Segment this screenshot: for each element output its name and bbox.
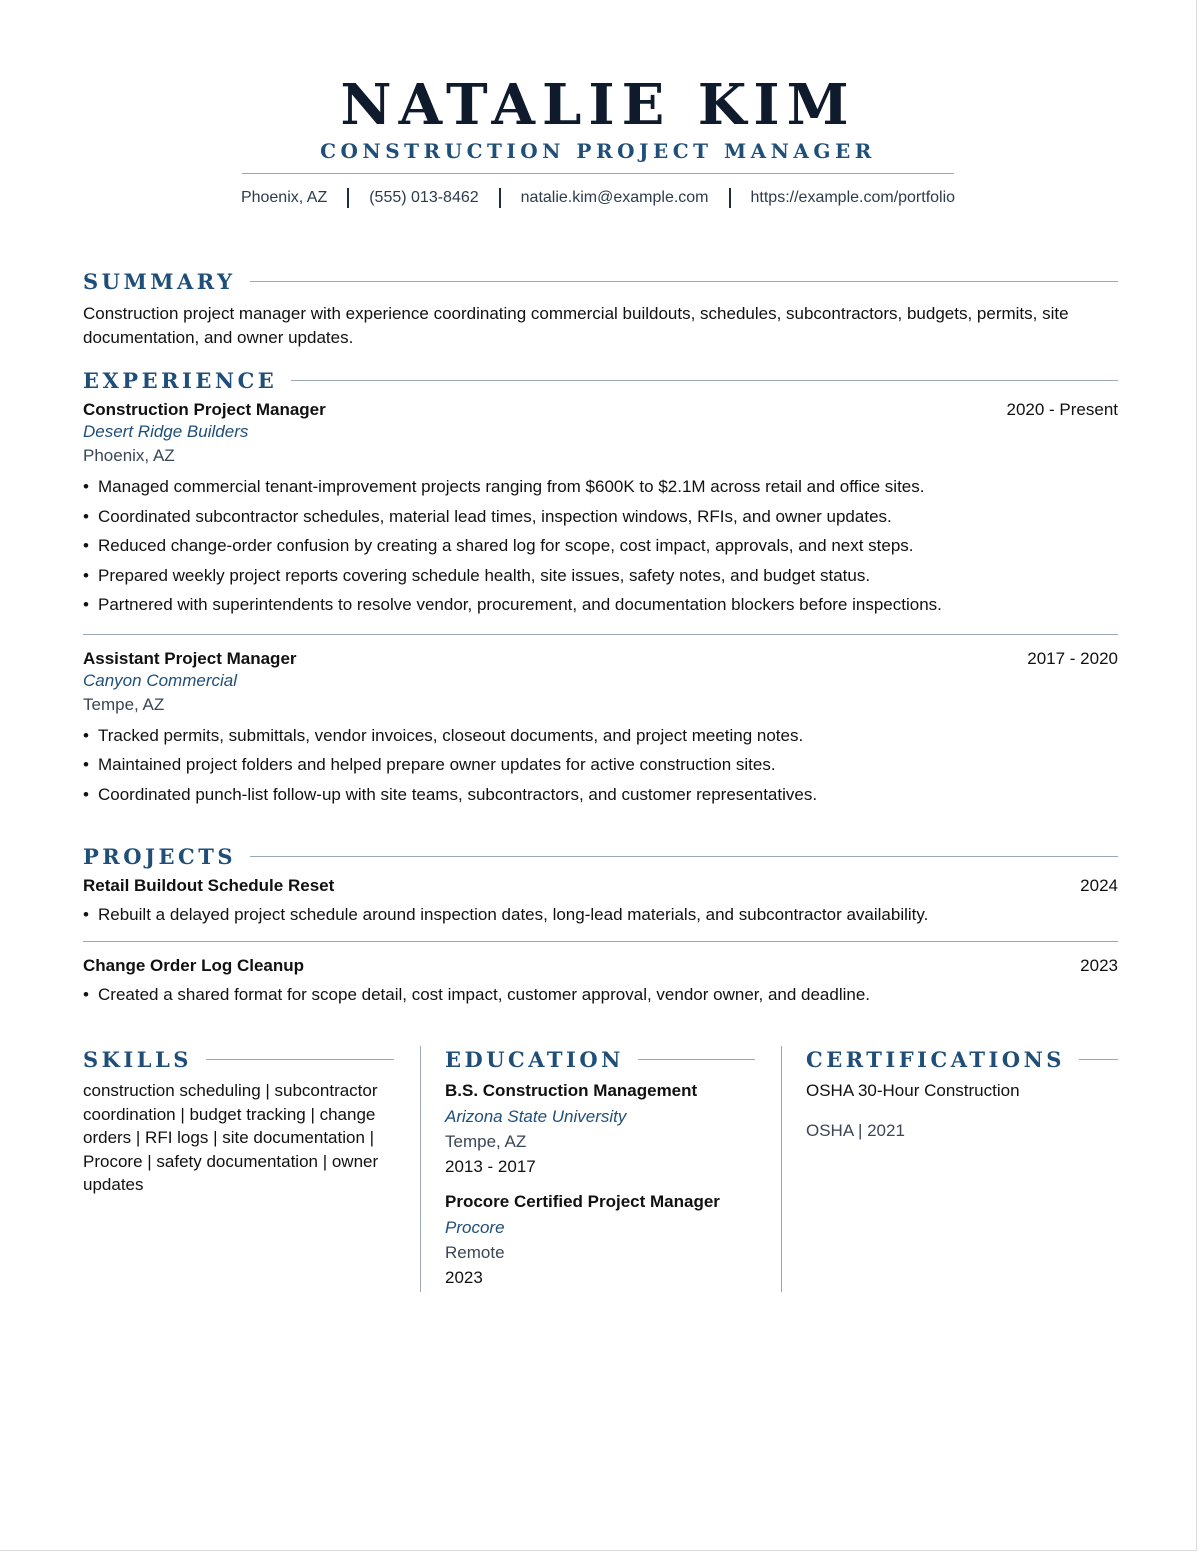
bullet-item: • Tracked permits, submittals, vendor invoices, closeout documents, and project meeting notes. xyxy=(83,721,1118,751)
bullet-item: • Coordinated punch-list follow-up with site teams, subcontractors, and customer representatives. xyxy=(83,780,1118,810)
contact-separator xyxy=(729,188,731,208)
section-rule xyxy=(250,281,1118,282)
job-title: Construction Project Manager xyxy=(83,400,326,419)
bullet-item: • Maintained project folders and helped prepare owner updates for active construction sites. xyxy=(83,750,1118,780)
education-entry xyxy=(445,1189,755,1291)
education-school: Procore xyxy=(445,1218,505,1237)
job-location: Phoenix, AZ xyxy=(83,446,175,465)
project-header xyxy=(83,956,1118,976)
contact-location: Phoenix, AZ xyxy=(240,189,328,206)
entry-divider xyxy=(83,634,1118,635)
job-entry xyxy=(83,649,1118,810)
summary-section xyxy=(83,268,1118,350)
resume-header xyxy=(0,0,1196,208)
section-title: SUMMARY xyxy=(83,268,236,294)
project-year: 2024 xyxy=(1080,876,1118,895)
projects-heading xyxy=(83,843,1118,869)
project-title: Retail Buildout Schedule Reset xyxy=(83,876,335,895)
summary-heading xyxy=(83,268,1118,294)
experience-section xyxy=(83,367,1118,809)
bullet-item: • Rebuilt a delayed project schedule around inspection dates, long-lead materials, and subcontractor availability. xyxy=(83,900,1118,930)
project-bullets xyxy=(83,900,1118,930)
job-company: Desert Ridge Builders xyxy=(83,422,249,441)
education-location: Remote xyxy=(445,1243,505,1262)
bullet-item: • Reduced change-order confusion by creating a shared log for scope, cost impact, approvals, and next steps. xyxy=(83,531,1118,561)
job-dates: 2020 - Present xyxy=(1006,400,1118,419)
education-location: Tempe, AZ xyxy=(445,1132,527,1151)
job-dates: 2017 - 2020 xyxy=(1027,648,1118,668)
bullet-item: • Created a shared format for scope detail, cost impact, customer approval, vendor owner, and deadline. xyxy=(83,980,1118,1010)
experience-heading xyxy=(83,367,1118,393)
certification-name: OSHA 30-Hour Construction xyxy=(806,1081,1020,1100)
education-years: 2023 xyxy=(445,1268,483,1287)
section-title: CERTIFICATIONS xyxy=(806,1046,1065,1072)
skills-heading xyxy=(83,1046,394,1072)
job-bullets xyxy=(83,721,1118,810)
summary-text: Construction project manager with experience coordinating commercial buildouts, schedules, subcontractors, budgets, permits, site documentation, and owner updates. xyxy=(83,304,1069,347)
contact-separator xyxy=(347,188,349,208)
education-entry xyxy=(445,1078,755,1180)
section-title: EXPERIENCE xyxy=(83,367,278,393)
education-degree: Procore Certified Project Manager xyxy=(445,1192,720,1211)
contact-line xyxy=(0,188,1196,208)
section-rule xyxy=(291,380,1118,381)
job-location: Tempe, AZ xyxy=(83,694,165,714)
project-bullets xyxy=(83,980,1118,1010)
job-company: Canyon Commercial xyxy=(83,670,237,690)
header-divider xyxy=(242,173,954,174)
certifications-section xyxy=(782,1046,1118,1292)
job-header xyxy=(83,649,1118,669)
education-degree: B.S. Construction Management xyxy=(445,1081,698,1100)
skills-list: construction scheduling | subcontractor coordination | budget tracking | change orders | RFI logs | site documentation | Procore | safety documentation | owner updates xyxy=(83,1081,379,1194)
certification-issuer-year: OSHA | 2021 xyxy=(806,1121,905,1140)
job-header xyxy=(83,400,1118,420)
section-title: PROJECTS xyxy=(83,843,236,869)
bullet-item: • Prepared weekly project reports covering schedule health, site issues, safety notes, and budget status. xyxy=(83,561,1118,591)
education-school: Arizona State University xyxy=(445,1107,627,1126)
project-title: Change Order Log Cleanup xyxy=(83,955,305,975)
education-years: 2013 - 2017 xyxy=(445,1157,536,1176)
project-header xyxy=(83,876,1118,896)
project-year: 2023 xyxy=(1080,955,1118,975)
project-entry xyxy=(83,956,1118,1010)
contact-phone: (555) 013-8462 xyxy=(369,189,479,206)
skills-section xyxy=(83,1046,420,1292)
bullet-item: • Coordinated subcontractor schedules, material lead times, inspection windows, RFIs, and owner updates. xyxy=(83,502,1118,532)
candidate-role: CONSTRUCTION PROJECT MANAGER xyxy=(320,139,876,163)
bottom-columns xyxy=(83,1046,1118,1292)
education-section xyxy=(420,1046,782,1292)
section-rule xyxy=(1079,1059,1118,1060)
certifications-heading xyxy=(806,1046,1118,1072)
section-rule xyxy=(638,1059,755,1060)
section-title: SKILLS xyxy=(83,1046,192,1072)
bullet-item: • Managed commercial tenant-improvement projects ranging from $600K to $2.1M across retail and office sites. xyxy=(83,472,1118,502)
contact-email: natalie.kim@example.com xyxy=(520,189,709,206)
job-entry xyxy=(83,400,1118,620)
education-heading xyxy=(445,1046,755,1072)
section-rule xyxy=(206,1059,394,1060)
entry-divider xyxy=(83,941,1118,942)
project-entry xyxy=(83,876,1118,930)
contact-separator xyxy=(499,188,501,208)
job-bullets xyxy=(83,472,1118,620)
section-title: EDUCATION xyxy=(445,1046,624,1072)
job-title: Assistant Project Manager xyxy=(83,648,297,668)
candidate-name: NATALIE KIM xyxy=(340,72,856,138)
bullet-item: • Partnered with superintendents to resolve vendor, procurement, and documentation blockers before inspections. xyxy=(83,590,1118,620)
projects-section xyxy=(83,843,1118,1009)
contact-portfolio-link: https://example.com/portfolio xyxy=(750,189,956,206)
section-rule xyxy=(250,856,1118,857)
